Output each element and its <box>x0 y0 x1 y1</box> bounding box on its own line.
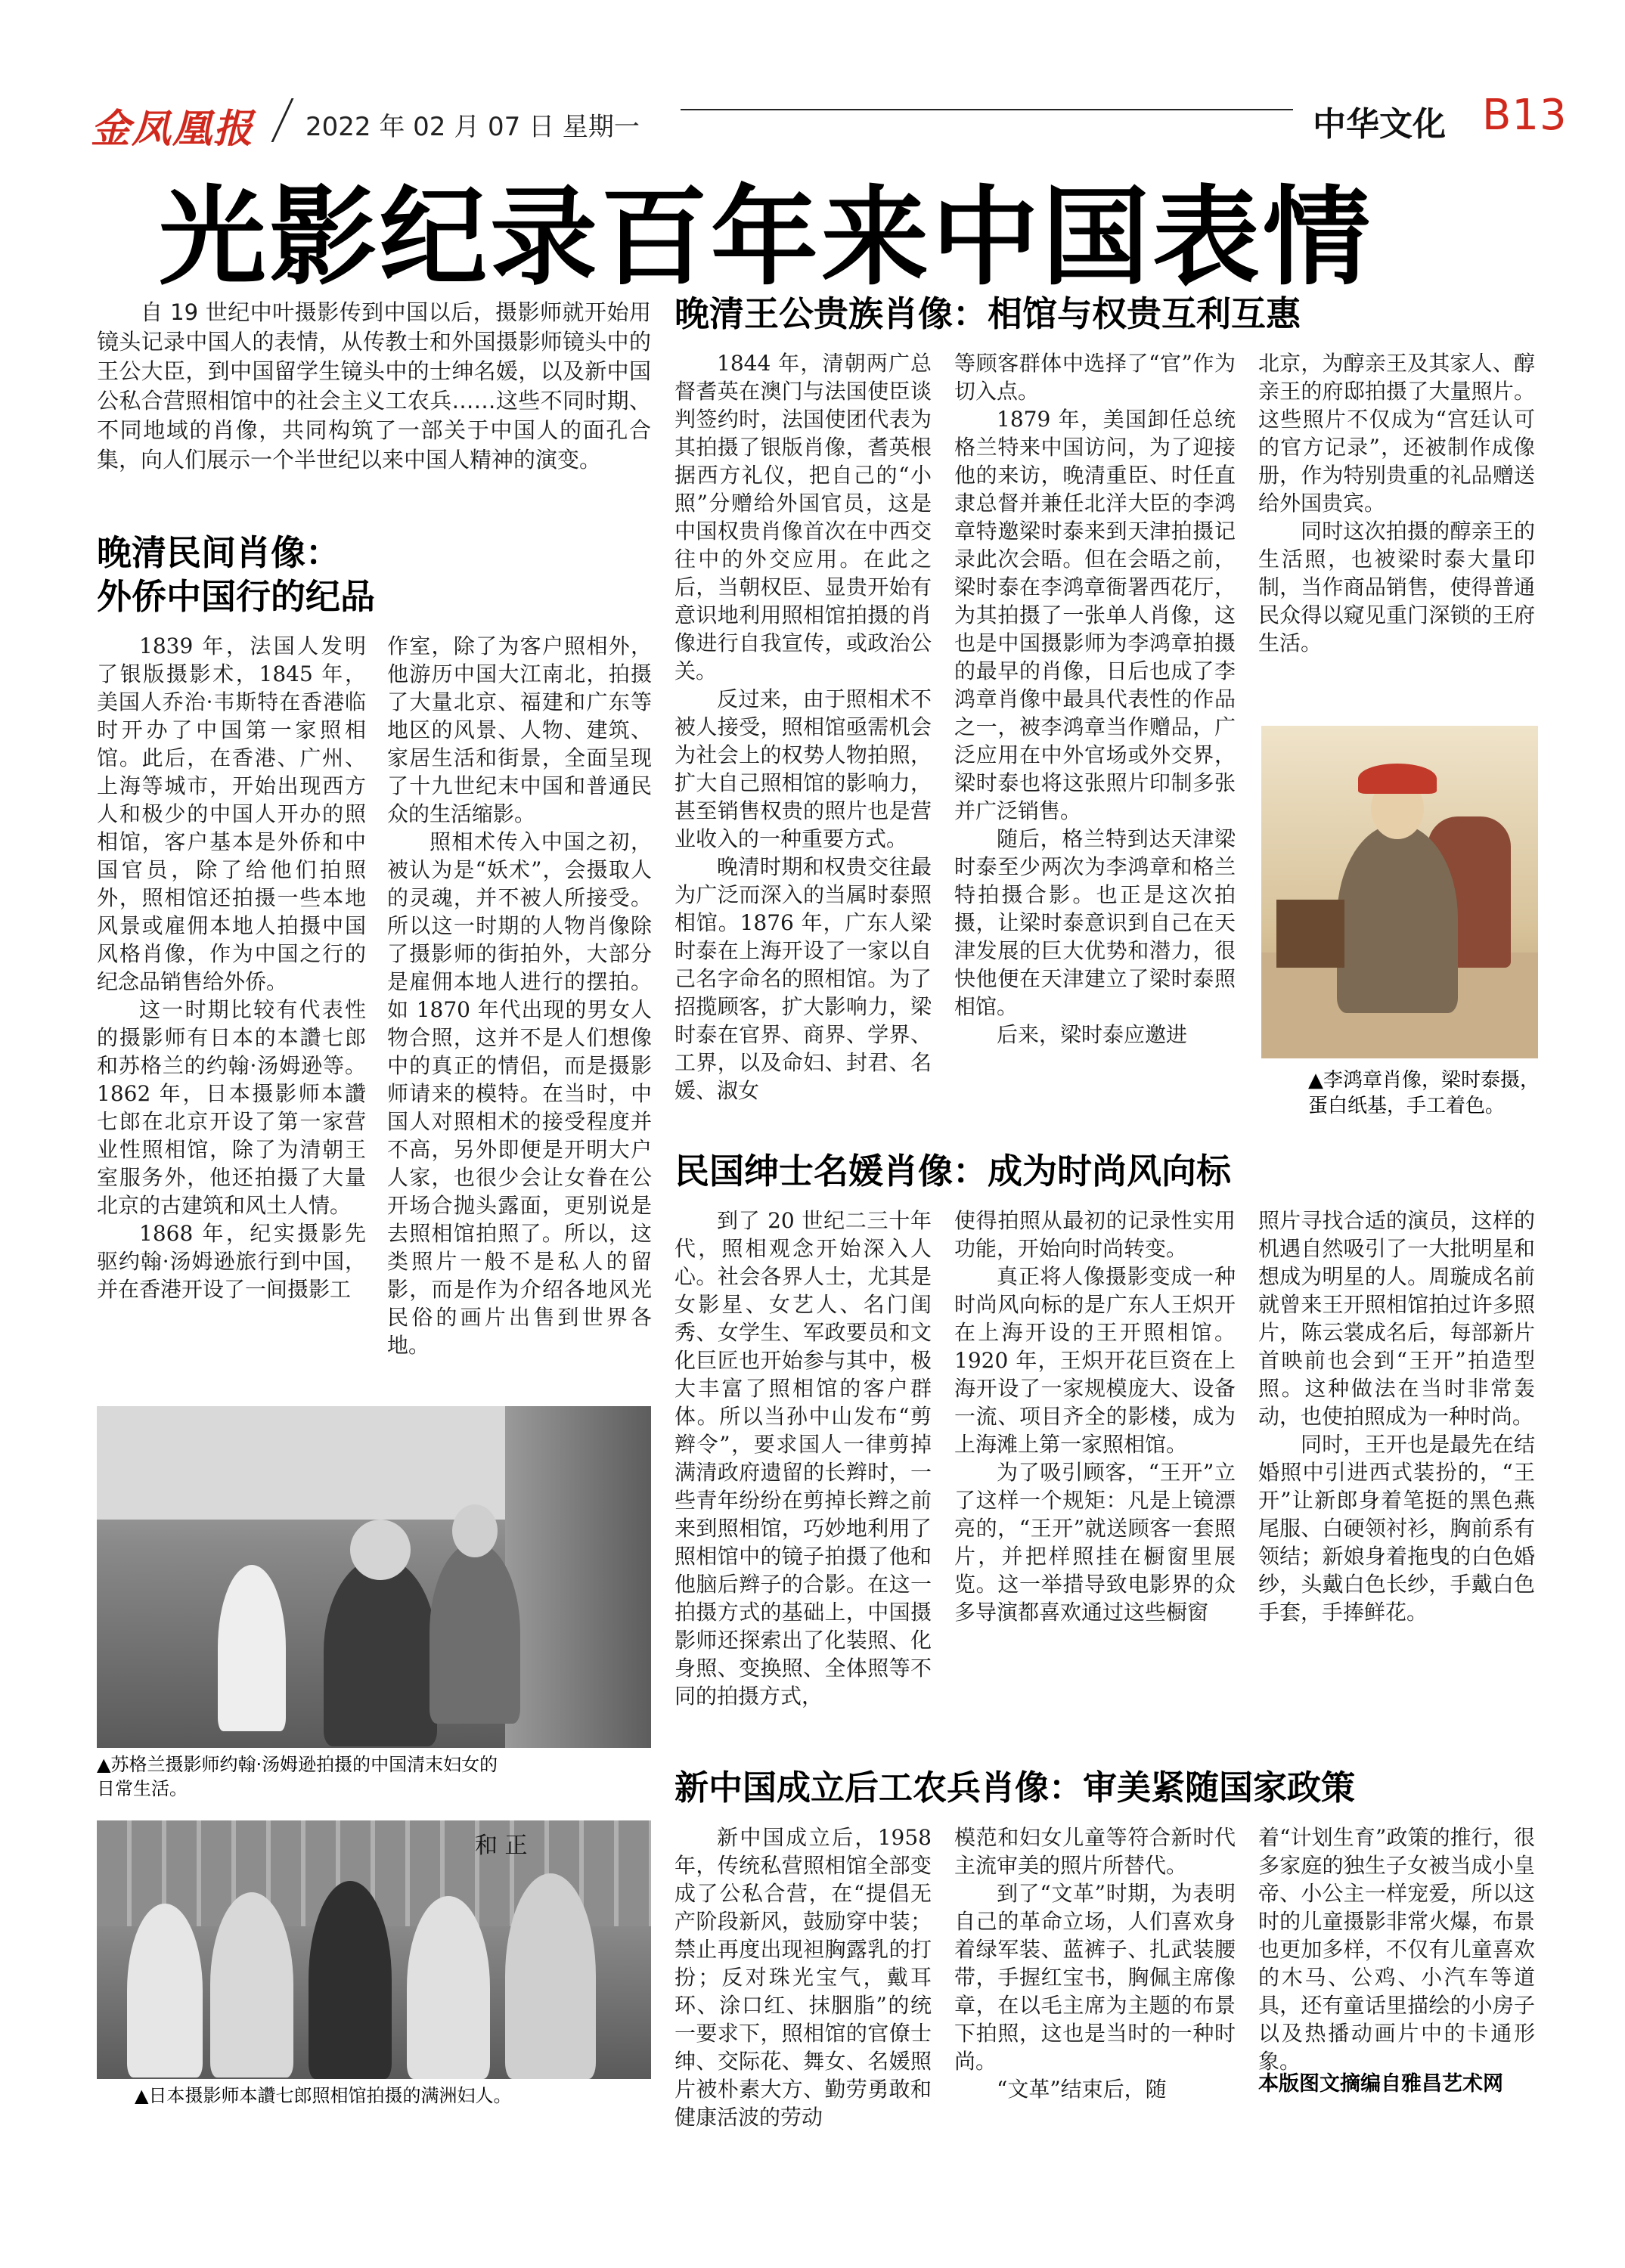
page-headline: 光影纪录百年来中国表情 <box>159 175 1373 300</box>
manchu-photo-caption: ▲日本摄影师本讚七郎照相馆拍摄的满洲妇人。 <box>135 2085 512 2106</box>
paragraph: 后来，梁时泰应邀进 <box>997 1022 1188 1047</box>
section2-column-1 <box>674 349 932 1105</box>
paragraph: 照片寻找合适的演员，这样的机遇自然吸引了一大批明星和想成为明星的人。周璇成名前就曾来王开照相馆拍过许多照片，陈云裳成名后，每部新片首映前也会到“王开”拍造型照。这种做法在当时非常轰动，也使拍照成为一种时尚。 <box>1258 1208 1535 1429</box>
paragraph: 晚清时期和权贵交往最为广泛而深入的当属时泰照相馆。1876 年，广东人梁时泰在上海开设了一家以自己名字命名的照相馆。为了招揽顾客，扩大影响力，梁时泰在官界、商界、学界、工界，以及命妇、封君、名媛、淑女 <box>674 854 932 1103</box>
paragraph: 同时，王开也是最先在结婚照中引进西式装扮的，“王开”让新郎身着笔挺的黑色燕尾服、白硬领衬衫，胸前系有领结；新娘身着拖曳的白色婚纱，头戴白色长纱，手戴白色手套，手捧鲜花。 <box>1258 1432 1535 1625</box>
section1-title <box>97 531 375 618</box>
paragraph: 为了吸引顾客，“王开”立了这样一个规矩：凡是上镜漂亮的，“王开”就送顾客一套照片，并把样照挂在橱窗里展览。这一举措导致电影界的众多导演都喜欢通过这些橱窗 <box>954 1460 1236 1625</box>
paragraph: “文革”结束后，随 <box>997 2077 1167 2102</box>
section1-column-1 <box>97 632 366 1303</box>
paragraph: 到了“文革”时期，为表明自己的革命立场，人们喜欢身着绿军装、蓝裤子、扎武装腰带，手握红宝书，胸佩主席像章，在以毛主席为主题的布景下拍照，这也是当时的一种时尚。 <box>954 1881 1236 2074</box>
paragraph: 随后，格兰特到达天津梁时泰至少两次为李鸿章和格兰特拍摄合影。也正是这次拍摄，让梁时泰意识到自己在天津发展的巨大优势和潜力，很快他便在天津建立了梁时泰照相馆。 <box>954 826 1236 1019</box>
section2-title: 晚清王公贵族肖像：相馆与权贵互利互惠 <box>674 293 1301 334</box>
lead-text: 自 19 世纪中叶摄影传到中国以后，摄影师就开始用镜头记录中国人的表情，从传教士和外国摄影师镜头中的王公大臣，到中国留学生镜头中的士绅名媛，以及新中国公私合营照相馆中的社会主义工农兵……这些不同时期、不同地域的肖像，共同构筑了一部关于中国人的面孔合集，向人们展示一个半世纪以来中国人精神的演变。 <box>97 299 651 472</box>
li-hongzhang-caption: ▲李鸿章肖像，梁时泰摄，蛋白纸基，手工着色。 <box>1308 1069 1540 1117</box>
paragraph: 1844 年，清朝两广总督耆英在澳门与法国使臣谈判签约时，法国使团代表为其拍摄了银版肖像，耆英根据西方礼仪，把自己的“小照”分赠给外国官员，这是中国权贵肖像首次在中西交往中的外交应用。在此之后，当朝权臣、显贵开始有意识地利用照相馆拍摄的肖像进行自我宣传，或政治公关。 <box>674 351 932 683</box>
section3-column-2 <box>954 1207 1236 1626</box>
section1-column-2 <box>387 632 652 1359</box>
paragraph: 着“计划生育”政策的推行，很多家庭的独生子女被当成小皇帝、小公主一样宠爱，所以这时的儿童摄影非常火爆，布景也更加多样，不仅有儿童喜欢的木马、公鸡、小汽车等道具，还有童话里描绘的小房子以及热播动画片中的卡通形象。 <box>1258 1825 1535 2074</box>
paragraph: 反过来，由于照相术不被人接受，照相馆亟需机会为社会上的权势人物拍照，扩大自己照相馆的影响力，甚至销售权贵的照片也是营业收入的一种重要方式。 <box>674 686 932 851</box>
paragraph: 使得拍照从最初的记录性实用功能，开始向时尚转变。 <box>954 1208 1236 1261</box>
section4-column-2 <box>954 1823 1236 2103</box>
newspaper-logo: 金凤凰报 <box>91 106 255 152</box>
section1-title-line2: 外侨中国行的纪品 <box>97 576 375 617</box>
paragraph: 照相术传入中国之初，被认为是“妖术”，会摄取人的灵魂，并不被人所接受。所以这一时期的人物肖像除了摄影师的街拍外，大部分是雇佣本地人进行的摆拍。如 1870 年代出现的男女人物合照，这并不是人们想像中的真正的情侣，而是摄影师请来的模特。在当时，中国人对照相术的接受程度并不高，另外即便是开明大户人家，也很少会让女眷在公开场合抛头露面，更别说是去照相馆拍照了。所以，这类照片一般不是私人的留影，而是作为介绍各地风光民俗的画片出售到世界各地。 <box>387 829 652 1358</box>
paragraph: 模范和妇女儿童等符合新时代主流审美的照片所替代。 <box>954 1825 1236 1878</box>
masthead-rule <box>681 109 1293 110</box>
source-credit: 本版图文摘编自雅昌艺术网 <box>1258 2072 1503 2096</box>
lead-paragraph <box>97 298 651 475</box>
studio-sign: 和 正 <box>475 1833 528 1859</box>
section4-column-1 <box>674 1823 932 2131</box>
paragraph: 真正将人像摄影变成一种时尚风向标的是广东人王炽开在上海开设的王开照相馆。1920 年，王炽开花巨资在上海开设了一家规模庞大、设备一流、项目齐全的影楼，成为上海滩上第一家照相馆。 <box>954 1264 1236 1457</box>
paragraph: 1839 年，法国人发明了银版摄影术，1845 年，美国人乔治·韦斯特在香港临时开办了中国第一家照相馆。此后，在香港、广州、上海等城市，开始出现西方人和极少的中国人开办的照相馆，客户基本是外侨和中国官员，除了给他们拍照外，照相馆还拍摄一些本地风景或雇佣本地人拍摄中国风格肖像，作为中国之行的纪念品销售给外侨。 <box>97 634 366 994</box>
li-hongzhang-portrait-photo <box>1261 726 1538 1058</box>
paragraph: 同时这次拍摄的醇亲王的生活照，也被梁时泰大量印制，当作商品销售，使得普通民众得以窥见重门深锁的王府生活。 <box>1258 519 1535 655</box>
paragraph: 1879 年，美国卸任总统格兰特来中国访问，为了迎接他的来访，晚清重臣、时任直隶总督并兼任北洋大臣的李鸿章特邀梁时泰来到天津拍摄记录此次会晤。但在会晤之前，梁时泰在李鸿章衙署西花厅，为其拍摄了一张单人肖像，这也是中国摄影师为李鸿章拍摄的最早的肖像，日后也成了李鸿章肖像中最具代表性的作品之一，被李鸿章当作赠品，广泛应用在中外官场或外交界，梁时泰也将这张照片印制多张并广泛销售。 <box>954 407 1236 823</box>
paragraph: 新中国成立后，1958 年，传统私营照相馆全部变成了公私合营，在“提倡无产阶段新风，鼓励穿中装；禁止再度出现袒胸露乳的打扮；反对珠光宝气，戴耳环、涂口红、抹胭脂”的统一要求下，照相馆的官僚士绅、交际花、舞女、名媛照片被朴素大方、勤劳勇敢和健康活波的劳动 <box>674 1825 932 2130</box>
masthead-divider <box>271 98 293 142</box>
paragraph: 1868 年，纪实摄影先驱约翰·汤姆逊旅行到中国，并在香港开设了一间摄影工 <box>97 1221 366 1302</box>
thomson-photo-caption <box>97 1752 656 1801</box>
paragraph: 北京，为醇亲王及其家人、醇亲王的府邸拍摄了大量照片。这些照片不仅成为“宫廷认可的官方记录”，还被制作成像册，作为特别贵重的礼品赠送给外国贵宾。 <box>1258 351 1535 516</box>
paragraph: 到了 20 世纪二三十年代，照相观念开始深入人心。社会各界人士，尤其是女影星、女艺人、名门闺秀、女学生、军政要员和文化巨匠也开始参与其中，极大丰富了照相馆的客户群体。所以当孙中山发布“剪辫令”，要求国人一律剪掉满清政府遗留的长辫时，一些青年纷纷在剪掉长辫之前来到照相馆，巧妙地利用了照相馆中的镜子拍摄了他和他脑后辫子的合影。在这一拍摄方式的基础上，中国摄影师还探索出了化装照、化身照、变换照、全体照等不同的拍摄方式， <box>674 1208 932 1709</box>
section4-column-3 <box>1258 1823 1535 2075</box>
issue-date: 2022 年 02 月 07 日 星期一 <box>305 112 640 142</box>
section3-title: 民国绅士名媛肖像：成为时尚风向标 <box>674 1151 1231 1191</box>
caption-line: 日常生活。 <box>97 1778 188 1799</box>
paragraph: 这一时期比较有代表性的摄影师有日本的本讚七郎和苏格兰的约翰·汤姆逊等。1862 年，日本摄影师本讚七郎在北京开设了第一家营业性照相馆，除了为清朝王室服务外，他还拍摄了大量北京的古建筑和风土人情。 <box>97 997 366 1218</box>
thomson-women-photo <box>97 1406 651 1748</box>
section2-column-3 <box>1258 349 1535 657</box>
caption-line: ▲苏格兰摄影师约翰·汤姆逊拍摄的中国清末妇女的 <box>97 1754 498 1775</box>
section3-column-3 <box>1258 1207 1535 1626</box>
section2-column-2 <box>954 349 1236 1049</box>
section1-title-line1: 晚清民间肖像： <box>97 532 340 573</box>
paragraph: 作室，除了为客户照相外，他游历中国大江南北，拍摄了大量北京、福建和广东等地区的风景、人物、建筑、家居生活和街景，全面呈现了十九世纪末中国和普通民众的生活缩影。 <box>387 634 652 826</box>
paragraph: 等顾客群体中选择了“官”作为切入点。 <box>954 351 1236 404</box>
section-name: 中华文化 <box>1313 105 1446 144</box>
manchu-women-photo <box>97 1820 651 2079</box>
page-number: B13 <box>1482 91 1568 140</box>
section4-title: 新中国成立后工农兵肖像：审美紧随国家政策 <box>674 1768 1356 1808</box>
section3-column-1 <box>674 1207 932 1710</box>
